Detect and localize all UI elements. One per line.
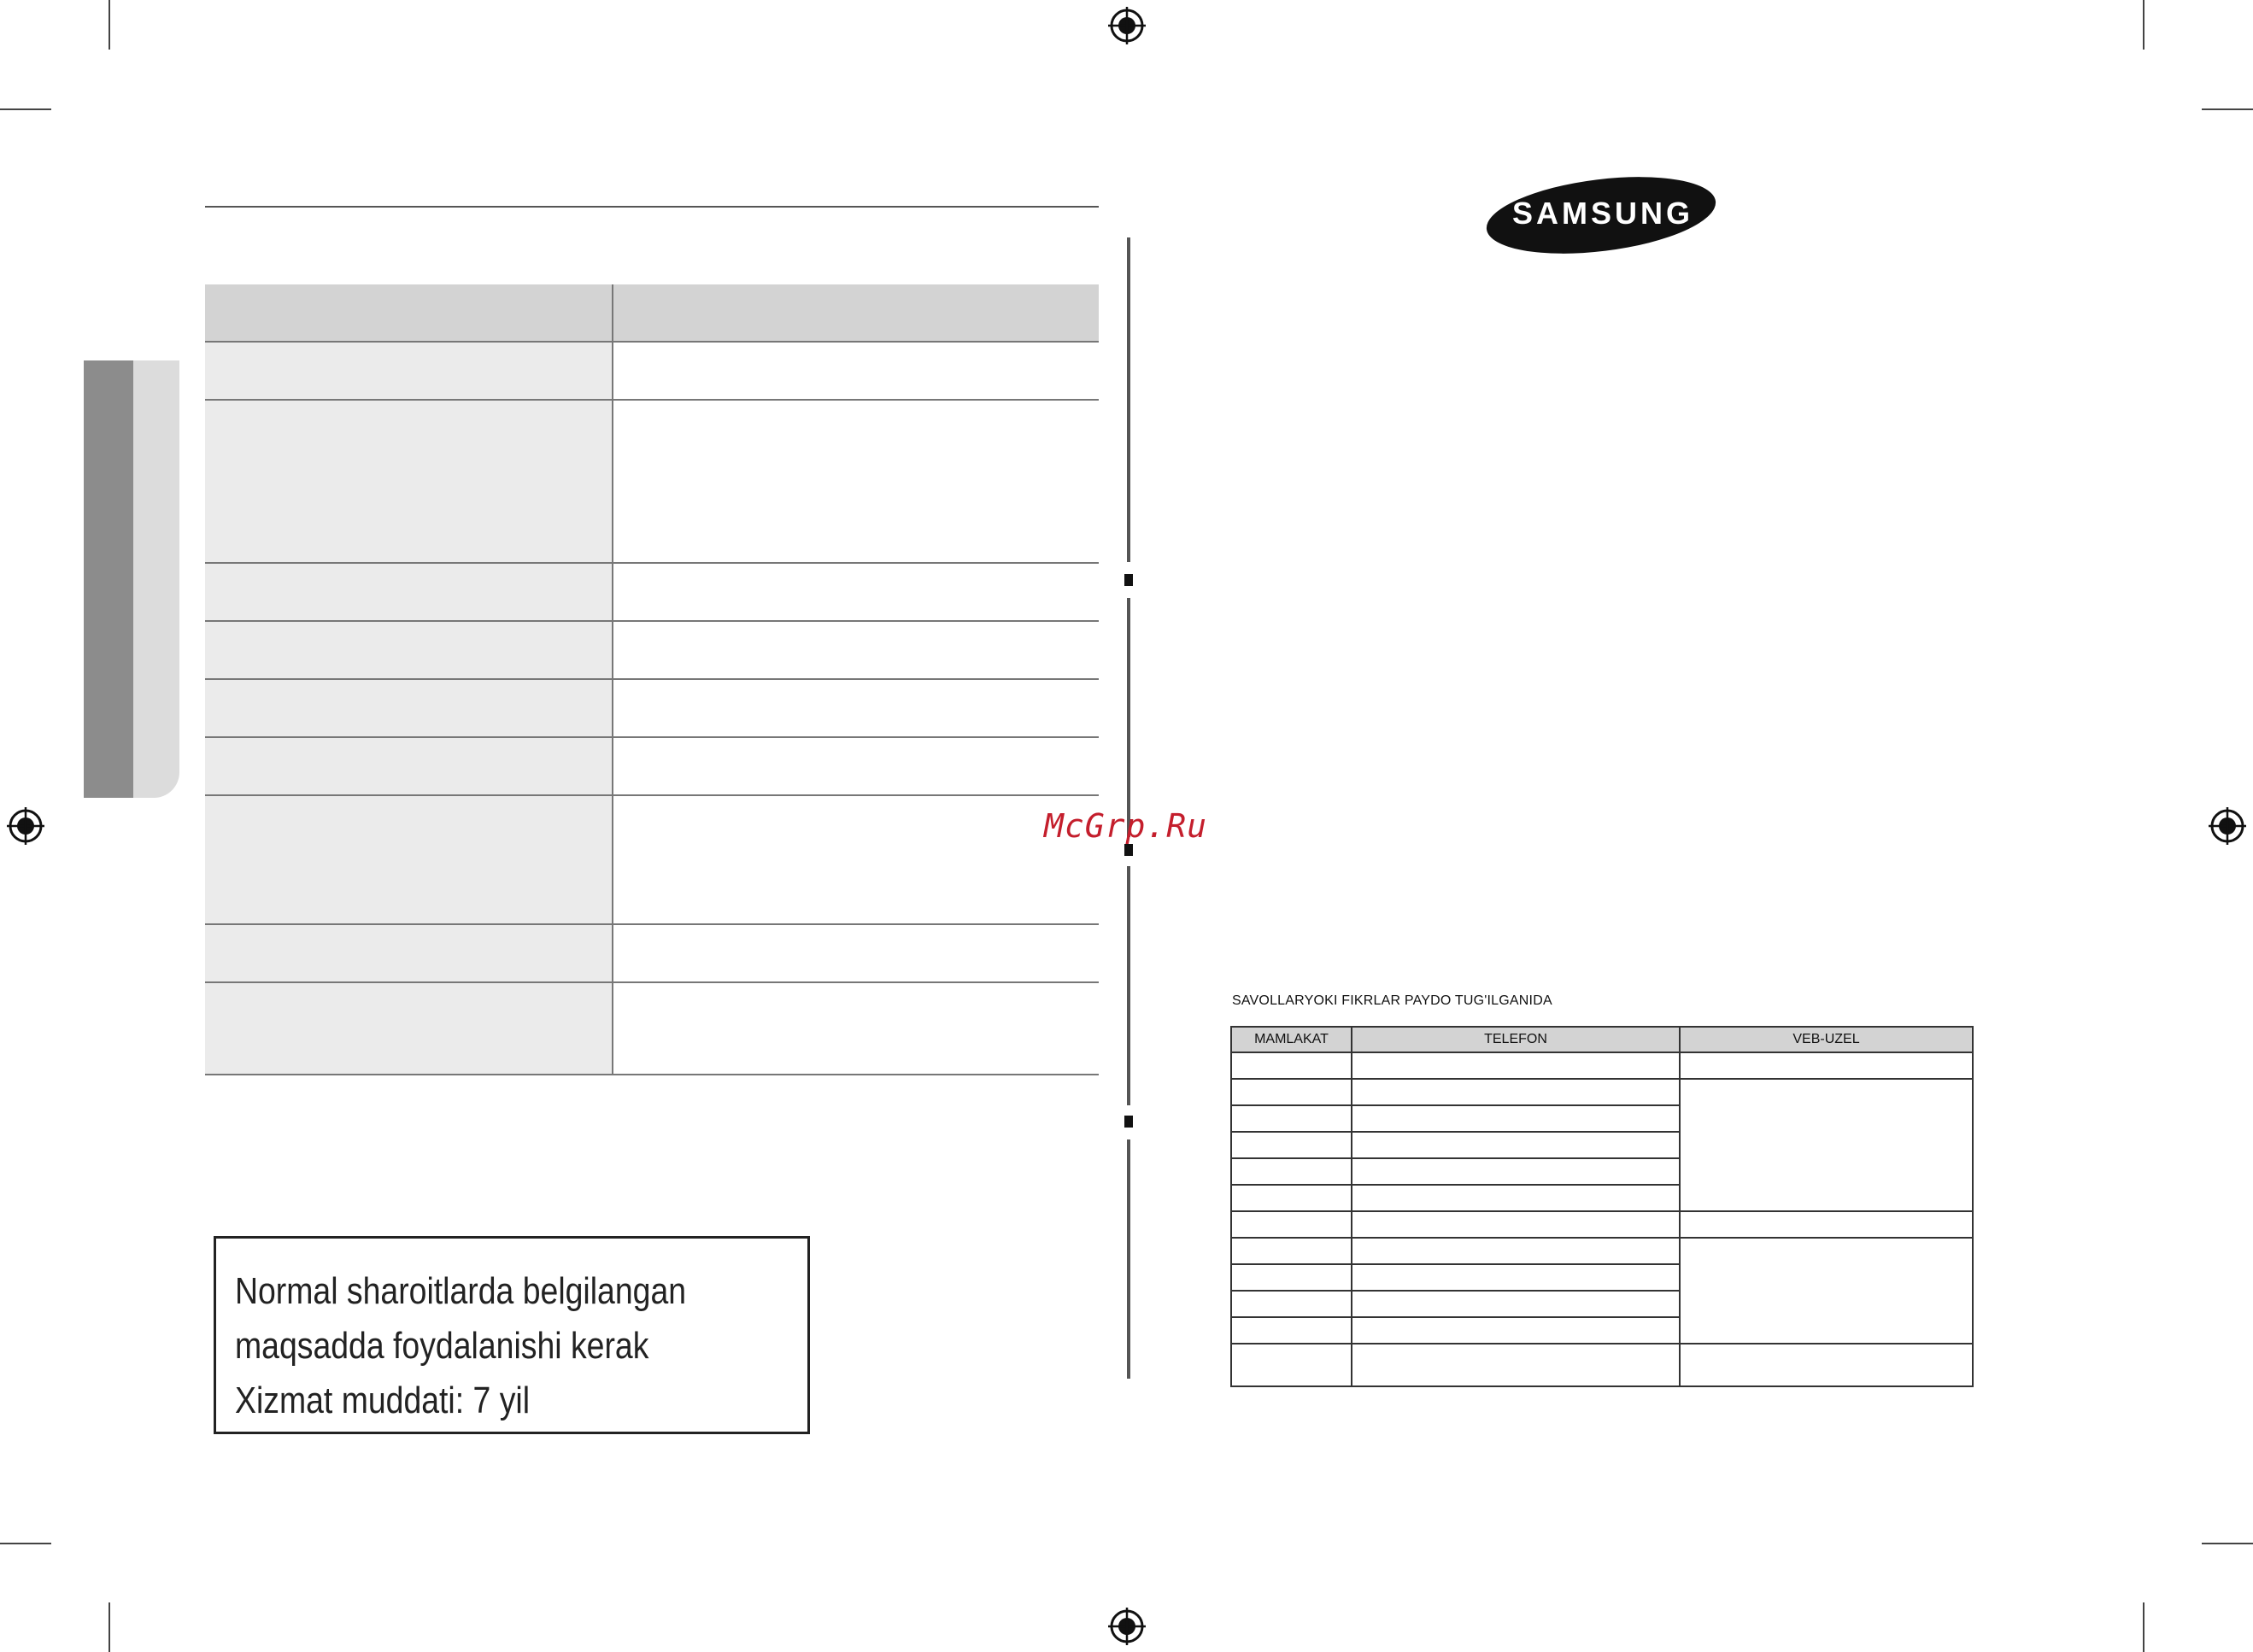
header-phone: TELEFON xyxy=(1352,1027,1680,1052)
website-cell xyxy=(1680,1344,1973,1386)
country-cell xyxy=(1231,1264,1352,1291)
spec-label-cell xyxy=(205,563,613,621)
phone-cell xyxy=(1352,1264,1680,1291)
website-cell xyxy=(1680,1238,1973,1344)
country-cell xyxy=(1231,1132,1352,1158)
header-country: MAMLAKAT xyxy=(1231,1027,1352,1052)
phone-cell xyxy=(1352,1344,1680,1386)
country-cell xyxy=(1231,1079,1352,1105)
spec-table xyxy=(205,284,1099,1075)
phone-cell xyxy=(1352,1052,1680,1079)
crop-mark xyxy=(0,1543,51,1544)
crop-mark xyxy=(0,108,51,110)
country-cell xyxy=(1231,1317,1352,1344)
spec-value-cell xyxy=(613,563,1099,621)
table-row xyxy=(205,563,1099,621)
spec-value-cell xyxy=(613,737,1099,795)
spine-mark xyxy=(1124,574,1133,586)
contact-title: SAVOLLARYOKI FIKRLAR PAYDO TUG'ILGANIDA xyxy=(1232,993,1552,1008)
spec-label-cell xyxy=(205,982,613,1075)
phone-cell xyxy=(1352,1317,1680,1344)
svg-text:SAMSUNG: SAMSUNG xyxy=(1511,196,1694,231)
crop-mark xyxy=(2202,1543,2253,1544)
samsung-logo xyxy=(1485,176,1717,255)
phone-cell xyxy=(1352,1105,1680,1132)
crop-mark xyxy=(2143,0,2144,50)
note-line: maqsadda foydalanishi kerak xyxy=(235,1325,649,1367)
crop-mark xyxy=(109,0,110,50)
table-row xyxy=(205,982,1099,1075)
country-cell xyxy=(1231,1211,1352,1238)
watermark: McGrp.Ru xyxy=(1044,807,1208,845)
phone-cell xyxy=(1352,1158,1680,1185)
spec-value-cell xyxy=(613,679,1099,737)
crop-mark xyxy=(2143,1602,2144,1652)
country-cell xyxy=(1231,1105,1352,1132)
spec-value-cell xyxy=(613,924,1099,982)
spine-line xyxy=(1127,598,1130,837)
phone-cell xyxy=(1352,1291,1680,1317)
crop-mark xyxy=(2202,108,2253,110)
spine-line xyxy=(1127,237,1130,562)
spec-value-cell xyxy=(613,342,1099,400)
country-cell xyxy=(1231,1238,1352,1264)
top-rule xyxy=(205,206,1099,208)
note-line: Xizmat muddati: 7 yil xyxy=(235,1380,531,1421)
table-row xyxy=(205,737,1099,795)
section-tab-edge xyxy=(133,360,179,798)
spec-label-cell xyxy=(205,737,613,795)
table-row xyxy=(1231,1344,1973,1386)
header-website: VEB-UZEL xyxy=(1680,1027,1973,1052)
table-row xyxy=(205,924,1099,982)
spec-header-cell xyxy=(613,284,1099,342)
country-cell xyxy=(1231,1344,1352,1386)
country-cell xyxy=(1231,1185,1352,1211)
table-row xyxy=(1231,1238,1973,1264)
note-line: Normal sharoitlarda belgilangan xyxy=(235,1270,687,1312)
section-tab xyxy=(84,360,133,798)
spec-label-cell xyxy=(205,924,613,982)
spec-value-cell xyxy=(613,795,1099,924)
phone-cell xyxy=(1352,1079,1680,1105)
website-cell xyxy=(1680,1211,1973,1238)
spec-label-cell xyxy=(205,400,613,563)
registration-mark-icon xyxy=(1108,1608,1146,1645)
website-cell xyxy=(1680,1052,1973,1079)
registration-mark-icon xyxy=(7,807,44,845)
table-row xyxy=(1231,1079,1973,1105)
table-row xyxy=(205,342,1099,400)
spec-label-cell xyxy=(205,795,613,924)
phone-cell xyxy=(1352,1185,1680,1211)
website-cell xyxy=(1680,1079,1973,1211)
service-life-note xyxy=(214,1236,810,1434)
spine-line xyxy=(1127,1139,1130,1379)
spec-header-cell xyxy=(205,284,613,342)
spine-mark xyxy=(1124,844,1133,856)
spec-table-header xyxy=(205,284,1099,342)
country-cell xyxy=(1231,1291,1352,1317)
table-row xyxy=(205,400,1099,563)
spine-mark xyxy=(1124,1116,1133,1128)
contact-table xyxy=(1230,1026,1974,1387)
table-row xyxy=(205,621,1099,679)
spec-label-cell xyxy=(205,342,613,400)
table-row xyxy=(1231,1211,1973,1238)
crop-mark xyxy=(109,1602,110,1652)
phone-cell xyxy=(1352,1211,1680,1238)
table-row xyxy=(1231,1052,1973,1079)
phone-cell xyxy=(1352,1238,1680,1264)
registration-mark-icon xyxy=(1108,7,1146,44)
table-row xyxy=(205,679,1099,737)
phone-cell xyxy=(1352,1132,1680,1158)
contact-table-header xyxy=(1231,1027,1973,1052)
spec-value-cell xyxy=(613,400,1099,563)
spec-label-cell xyxy=(205,621,613,679)
spine-line xyxy=(1127,866,1130,1105)
spec-value-cell xyxy=(613,621,1099,679)
country-cell xyxy=(1231,1052,1352,1079)
table-row xyxy=(205,795,1099,924)
spec-label-cell xyxy=(205,679,613,737)
spec-value-cell xyxy=(613,982,1099,1075)
registration-mark-icon xyxy=(2209,807,2246,845)
country-cell xyxy=(1231,1158,1352,1185)
